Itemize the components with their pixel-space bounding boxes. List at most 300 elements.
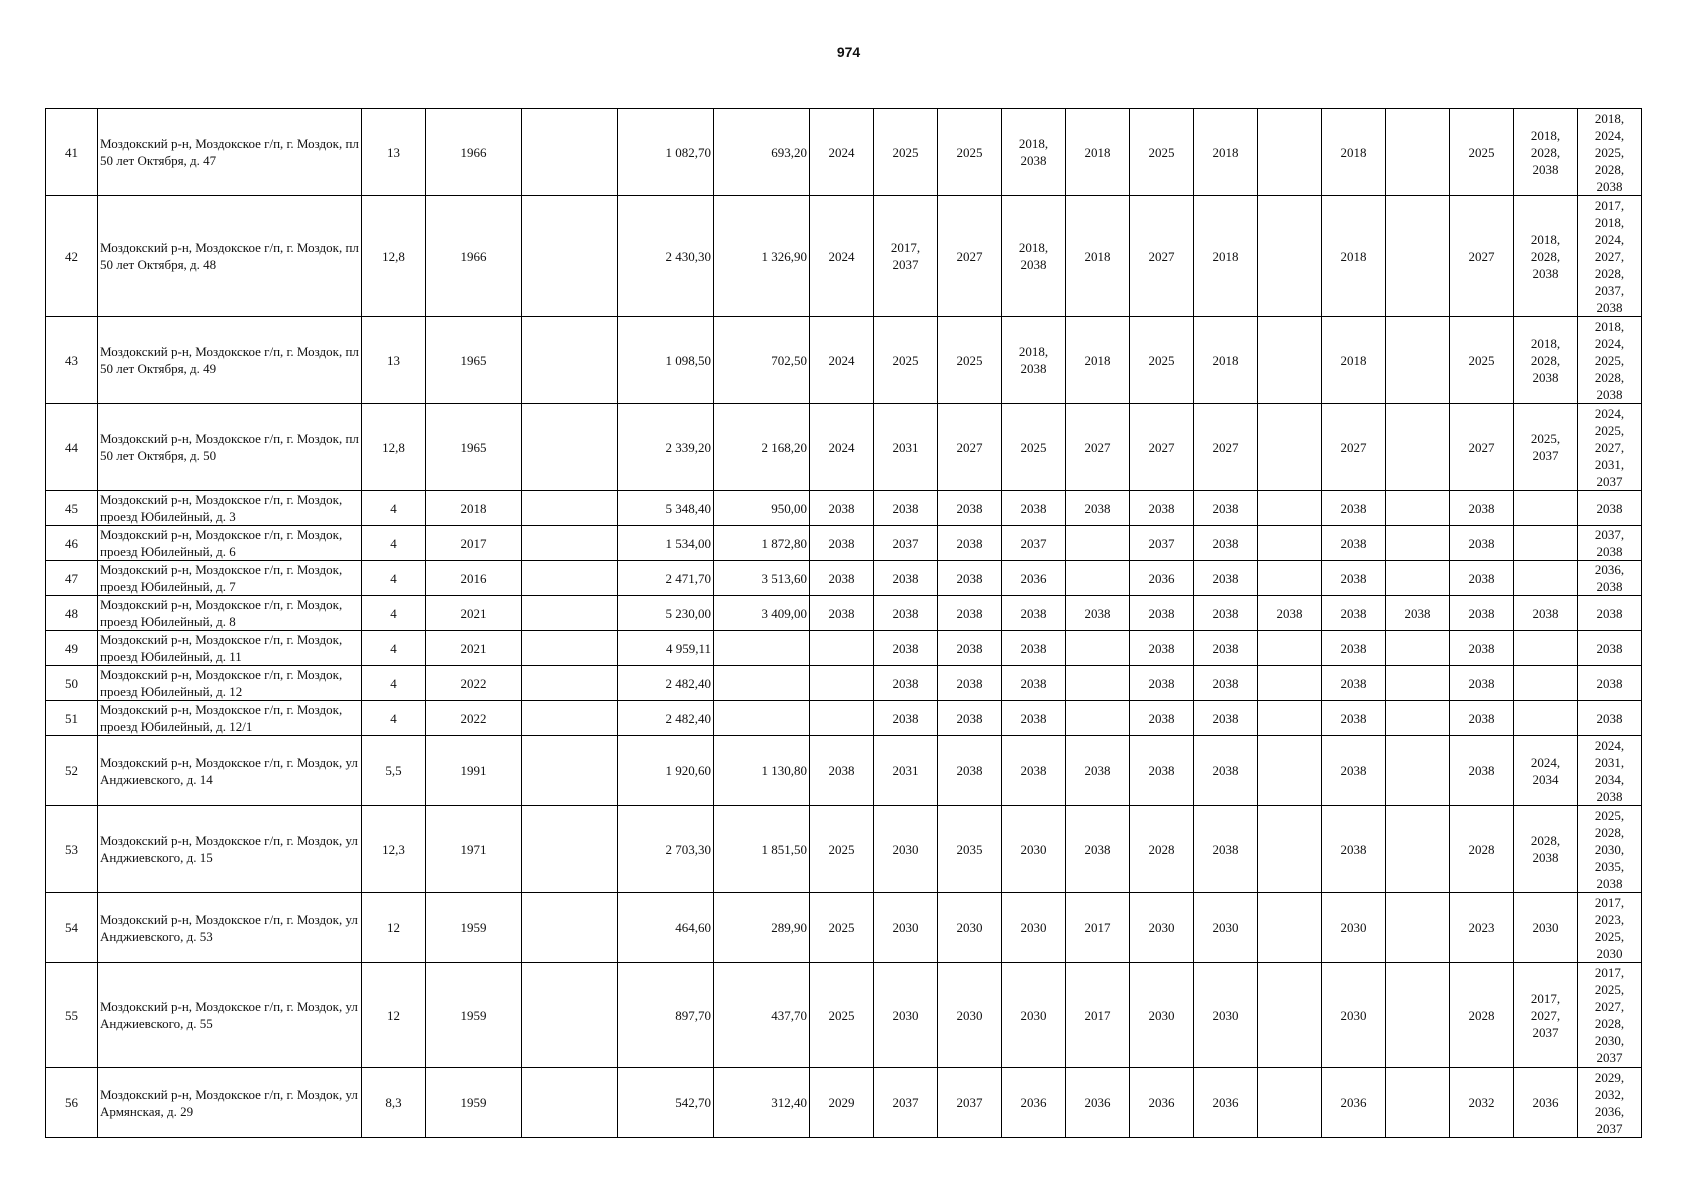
work-year-cell: 2025: [874, 109, 938, 196]
table-row: [46, 631, 1642, 666]
work-year-cell: 2038: [1322, 596, 1386, 631]
row-number-cell: 56: [46, 1068, 98, 1138]
empty-cell: [522, 736, 618, 806]
area-cell: 4 959,11: [618, 631, 714, 666]
work-year-cell: 2025: [810, 806, 874, 893]
work-year-cell: 2017: [1066, 963, 1130, 1068]
work-year-cell: 2038: [1130, 596, 1194, 631]
work-year-cell: 2038: [1322, 736, 1386, 806]
work-year-cell: 2018: [1194, 109, 1258, 196]
work-year-cell: 2027: [938, 404, 1002, 491]
work-year-cell: 2038: [1450, 596, 1514, 631]
work-year-cell: 2025: [1450, 109, 1514, 196]
address-cell: Моздокский р-н, Моздокское г/п, г. Моздок, пл 50 лет Октября, д. 48: [98, 196, 362, 317]
work-year-cell: 2029: [810, 1068, 874, 1138]
work-year-cell: 2018: [1322, 196, 1386, 317]
work-year-cell: [1386, 963, 1450, 1068]
work-year-cell: 2018: [1066, 109, 1130, 196]
area-cell: 464,60: [618, 893, 714, 963]
work-year-cell: [1258, 893, 1322, 963]
work-year-cell: 2038: [1002, 666, 1066, 701]
work-year-cell: 2031: [874, 404, 938, 491]
work-year-cell: 2030: [874, 893, 938, 963]
work-year-cell: 2025, 2028, 2030, 2035, 2038: [1578, 806, 1642, 893]
work-year-cell: 2038: [1450, 736, 1514, 806]
work-year-cell: 2038: [938, 596, 1002, 631]
work-year-cell: 2038: [1066, 736, 1130, 806]
empty-cell: [522, 701, 618, 736]
year-built-cell: 2016: [426, 561, 522, 596]
work-year-cell: [1258, 561, 1322, 596]
work-year-cell: 2030: [1130, 963, 1194, 1068]
work-year-cell: 2036: [1066, 1068, 1130, 1138]
work-year-cell: 2024, 2025, 2027, 2031, 2037: [1578, 404, 1642, 491]
area-secondary-cell: 2 168,20: [714, 404, 810, 491]
address-cell: Моздокский р-н, Моздокское г/п, г. Моздок, ул Анджиевского, д. 55: [98, 963, 362, 1068]
work-year-cell: 2035: [938, 806, 1002, 893]
work-year-cell: 2018, 2024, 2025, 2028, 2038: [1578, 317, 1642, 404]
table-row: [46, 196, 1642, 317]
area-secondary-cell: 693,20: [714, 109, 810, 196]
work-year-cell: 2036: [1194, 1068, 1258, 1138]
work-year-cell: 2038: [1322, 701, 1386, 736]
area-secondary-cell: 702,50: [714, 317, 810, 404]
table-row: [46, 963, 1642, 1068]
work-year-cell: 2025: [1450, 317, 1514, 404]
area-cell: 1 082,70: [618, 109, 714, 196]
work-year-cell: 2038: [1578, 701, 1642, 736]
work-year-cell: 2038: [1066, 806, 1130, 893]
work-year-cell: 2028: [1450, 963, 1514, 1068]
year-built-cell: 1965: [426, 317, 522, 404]
floors-cell: 4: [362, 701, 426, 736]
work-year-cell: [810, 701, 874, 736]
work-year-cell: 2038: [1322, 526, 1386, 561]
work-year-cell: 2036: [1002, 561, 1066, 596]
table-row: [46, 109, 1642, 196]
work-year-cell: 2038: [938, 631, 1002, 666]
work-year-cell: 2030: [1322, 893, 1386, 963]
work-year-cell: 2038: [1578, 596, 1642, 631]
empty-cell: [522, 666, 618, 701]
work-year-cell: 2025: [938, 109, 1002, 196]
work-year-cell: 2030: [1194, 893, 1258, 963]
work-year-cell: 2037: [1130, 526, 1194, 561]
table-row: [46, 893, 1642, 963]
work-year-cell: [1258, 109, 1322, 196]
work-year-cell: 2030: [1002, 963, 1066, 1068]
work-year-cell: [1066, 631, 1130, 666]
work-year-cell: 2017, 2025, 2027, 2028, 2030, 2037: [1578, 963, 1642, 1068]
work-year-cell: 2038: [1002, 491, 1066, 526]
work-year-cell: 2038: [810, 561, 874, 596]
work-year-cell: [1258, 736, 1322, 806]
table-row: [46, 701, 1642, 736]
address-cell: Моздокский р-н, Моздокское г/п, г. Моздок, проезд Юбилейный, д. 3: [98, 491, 362, 526]
row-number-cell: 44: [46, 404, 98, 491]
area-cell: 542,70: [618, 1068, 714, 1138]
table-row: [46, 806, 1642, 893]
work-year-cell: 2027: [1450, 404, 1514, 491]
work-year-cell: 2024: [810, 317, 874, 404]
work-year-cell: 2030: [1002, 806, 1066, 893]
row-number-cell: 48: [46, 596, 98, 631]
work-year-cell: [1258, 196, 1322, 317]
address-cell: Моздокский р-н, Моздокское г/п, г. Моздок, пл 50 лет Октября, д. 49: [98, 317, 362, 404]
work-year-cell: [810, 666, 874, 701]
work-year-cell: 2038: [1578, 631, 1642, 666]
work-year-cell: [1258, 701, 1322, 736]
work-year-cell: 2038: [810, 526, 874, 561]
work-year-cell: [1514, 526, 1578, 561]
work-year-cell: 2038: [1002, 701, 1066, 736]
work-year-cell: [1514, 561, 1578, 596]
area-cell: 1 920,60: [618, 736, 714, 806]
work-year-cell: 2030: [1322, 963, 1386, 1068]
work-year-cell: [1386, 404, 1450, 491]
table-row: [46, 736, 1642, 806]
area-cell: 2 482,40: [618, 701, 714, 736]
area-cell: 1 534,00: [618, 526, 714, 561]
work-year-cell: 2038: [1194, 631, 1258, 666]
work-year-cell: 2017, 2037: [874, 196, 938, 317]
work-year-cell: 2038: [938, 526, 1002, 561]
floors-cell: 12: [362, 893, 426, 963]
area-secondary-cell: 1 872,80: [714, 526, 810, 561]
empty-cell: [522, 491, 618, 526]
area-cell: 5 230,00: [618, 596, 714, 631]
address-cell: Моздокский р-н, Моздокское г/п, г. Моздок, проезд Юбилейный, д. 11: [98, 631, 362, 666]
row-number-cell: 41: [46, 109, 98, 196]
year-built-cell: 1966: [426, 109, 522, 196]
work-year-cell: 2038: [1130, 701, 1194, 736]
work-year-cell: 2038: [874, 666, 938, 701]
work-year-cell: 2025: [1130, 109, 1194, 196]
work-year-cell: 2038: [1002, 631, 1066, 666]
empty-cell: [522, 561, 618, 596]
empty-cell: [522, 806, 618, 893]
work-year-cell: 2037: [874, 1068, 938, 1138]
empty-cell: [522, 196, 618, 317]
work-year-cell: 2027: [938, 196, 1002, 317]
address-cell: Моздокский р-н, Моздокское г/п, г. Моздок, пл 50 лет Октября, д. 47: [98, 109, 362, 196]
table-row: [46, 1068, 1642, 1138]
work-year-cell: 2038: [1514, 596, 1578, 631]
floors-cell: 13: [362, 109, 426, 196]
floors-cell: 4: [362, 631, 426, 666]
work-year-cell: 2018: [1066, 317, 1130, 404]
work-year-cell: 2025, 2037: [1514, 404, 1578, 491]
work-year-cell: 2018, 2028, 2038: [1514, 109, 1578, 196]
empty-cell: [522, 317, 618, 404]
work-year-cell: 2038: [1322, 561, 1386, 596]
address-cell: Моздокский р-н, Моздокское г/п, г. Моздок, проезд Юбилейный, д. 8: [98, 596, 362, 631]
floors-cell: 4: [362, 526, 426, 561]
work-year-cell: 2027: [1322, 404, 1386, 491]
address-cell: Моздокский р-н, Моздокское г/п, г. Моздок, проезд Юбилейный, д. 6: [98, 526, 362, 561]
row-number-cell: 43: [46, 317, 98, 404]
work-year-cell: 2032: [1450, 1068, 1514, 1138]
work-year-cell: 2037, 2038: [1578, 526, 1642, 561]
work-year-cell: 2028: [1130, 806, 1194, 893]
work-year-cell: [1258, 526, 1322, 561]
area-secondary-cell: [714, 631, 810, 666]
row-number-cell: 52: [46, 736, 98, 806]
work-year-cell: [1386, 526, 1450, 561]
work-year-cell: 2018: [1322, 317, 1386, 404]
work-year-cell: 2038: [1194, 561, 1258, 596]
address-cell: Моздокский р-н, Моздокское г/п, г. Моздок, ул Армянская, д. 29: [98, 1068, 362, 1138]
table-row: [46, 317, 1642, 404]
work-year-cell: 2018: [1322, 109, 1386, 196]
work-year-cell: 2038: [938, 701, 1002, 736]
work-year-cell: 2029, 2032, 2036, 2037: [1578, 1068, 1642, 1138]
empty-cell: [522, 526, 618, 561]
work-year-cell: 2018: [1194, 317, 1258, 404]
work-year-cell: 2038: [1322, 491, 1386, 526]
empty-cell: [522, 893, 618, 963]
area-secondary-cell: 950,00: [714, 491, 810, 526]
work-year-cell: 2038: [938, 736, 1002, 806]
row-number-cell: 42: [46, 196, 98, 317]
work-year-cell: 2025: [810, 963, 874, 1068]
floors-cell: 12,8: [362, 196, 426, 317]
area-cell: 5 348,40: [618, 491, 714, 526]
work-year-cell: [1386, 701, 1450, 736]
work-year-cell: [1514, 666, 1578, 701]
year-built-cell: 2022: [426, 666, 522, 701]
work-year-cell: 2027: [1450, 196, 1514, 317]
work-year-cell: 2037: [874, 526, 938, 561]
area-cell: 2 471,70: [618, 561, 714, 596]
work-year-cell: [1514, 491, 1578, 526]
work-year-cell: 2030: [1514, 893, 1578, 963]
work-year-cell: 2025: [874, 317, 938, 404]
work-year-cell: 2038: [1578, 491, 1642, 526]
work-year-cell: 2038: [1450, 701, 1514, 736]
table-row: [46, 526, 1642, 561]
area-secondary-cell: [714, 666, 810, 701]
empty-cell: [522, 1068, 618, 1138]
work-year-cell: 2036: [1002, 1068, 1066, 1138]
work-year-cell: 2018, 2028, 2038: [1514, 196, 1578, 317]
work-year-cell: 2017, 2027, 2037: [1514, 963, 1578, 1068]
work-year-cell: [1066, 561, 1130, 596]
work-year-cell: [810, 631, 874, 666]
work-year-cell: 2038: [1450, 491, 1514, 526]
work-year-cell: 2038: [1194, 806, 1258, 893]
area-secondary-cell: 3 409,00: [714, 596, 810, 631]
work-year-cell: 2018, 2024, 2025, 2028, 2038: [1578, 109, 1642, 196]
work-year-cell: 2038: [1450, 561, 1514, 596]
work-year-cell: 2038: [1194, 736, 1258, 806]
work-year-cell: 2018, 2038: [1002, 317, 1066, 404]
area-secondary-cell: 1 130,80: [714, 736, 810, 806]
floors-cell: 12,3: [362, 806, 426, 893]
work-year-cell: 2038: [1130, 736, 1194, 806]
work-year-cell: 2030: [874, 806, 938, 893]
work-year-cell: [1258, 491, 1322, 526]
empty-cell: [522, 963, 618, 1068]
work-year-cell: 2018, 2028, 2038: [1514, 317, 1578, 404]
work-year-cell: 2038: [1002, 596, 1066, 631]
area-secondary-cell: 3 513,60: [714, 561, 810, 596]
work-year-cell: 2038: [874, 631, 938, 666]
work-year-cell: 2038: [1002, 736, 1066, 806]
work-year-cell: 2038: [1066, 491, 1130, 526]
work-year-cell: 2025: [1130, 317, 1194, 404]
work-year-cell: 2025: [810, 893, 874, 963]
work-year-cell: 2038: [1450, 631, 1514, 666]
work-year-cell: [1386, 561, 1450, 596]
work-year-cell: 2028: [1450, 806, 1514, 893]
work-year-cell: 2018, 2038: [1002, 109, 1066, 196]
year-built-cell: 2021: [426, 596, 522, 631]
row-number-cell: 53: [46, 806, 98, 893]
year-built-cell: 1959: [426, 1068, 522, 1138]
work-year-cell: 2038: [1130, 491, 1194, 526]
area-cell: 2 703,30: [618, 806, 714, 893]
work-year-cell: [1386, 317, 1450, 404]
work-year-cell: [1386, 893, 1450, 963]
floors-cell: 12,8: [362, 404, 426, 491]
floors-cell: 8,3: [362, 1068, 426, 1138]
work-year-cell: 2038: [1450, 526, 1514, 561]
work-year-cell: [1514, 631, 1578, 666]
year-built-cell: 1965: [426, 404, 522, 491]
work-year-cell: 2024, 2031, 2034, 2038: [1578, 736, 1642, 806]
work-year-cell: 2038: [874, 596, 938, 631]
work-year-cell: 2037: [1002, 526, 1066, 561]
work-year-cell: 2038: [1194, 701, 1258, 736]
address-cell: Моздокский р-н, Моздокское г/п, г. Моздок, проезд Юбилейный, д. 7: [98, 561, 362, 596]
work-year-cell: 2038: [1322, 631, 1386, 666]
work-year-cell: 2038: [1386, 596, 1450, 631]
work-year-cell: 2038: [874, 701, 938, 736]
floors-cell: 12: [362, 963, 426, 1068]
empty-cell: [522, 596, 618, 631]
work-year-cell: 2036, 2038: [1578, 561, 1642, 596]
work-year-cell: 2036: [1514, 1068, 1578, 1138]
area-secondary-cell: 289,90: [714, 893, 810, 963]
work-year-cell: 2038: [938, 561, 1002, 596]
work-year-cell: 2024: [810, 404, 874, 491]
empty-cell: [522, 631, 618, 666]
work-year-cell: 2038: [1450, 666, 1514, 701]
work-year-cell: 2038: [1066, 596, 1130, 631]
work-year-cell: 2038: [1258, 596, 1322, 631]
work-year-cell: 2036: [1130, 561, 1194, 596]
work-year-cell: 2017, 2023, 2025, 2030: [1578, 893, 1642, 963]
row-number-cell: 55: [46, 963, 98, 1068]
floors-cell: 4: [362, 561, 426, 596]
work-year-cell: [1386, 196, 1450, 317]
table-body: [46, 109, 1642, 1138]
work-year-cell: [1066, 701, 1130, 736]
work-year-cell: 2028, 2038: [1514, 806, 1578, 893]
area-secondary-cell: 1 326,90: [714, 196, 810, 317]
year-built-cell: 1966: [426, 196, 522, 317]
work-year-cell: [1258, 1068, 1322, 1138]
area-cell: 2 482,40: [618, 666, 714, 701]
address-cell: Моздокский р-н, Моздокское г/п, г. Моздок, пл 50 лет Октября, д. 50: [98, 404, 362, 491]
work-year-cell: [1258, 666, 1322, 701]
floors-cell: 13: [362, 317, 426, 404]
work-year-cell: 2037: [938, 1068, 1002, 1138]
row-number-cell: 47: [46, 561, 98, 596]
table-row: [46, 404, 1642, 491]
work-year-cell: 2024, 2034: [1514, 736, 1578, 806]
address-cell: Моздокский р-н, Моздокское г/п, г. Моздок, ул Анджиевского, д. 15: [98, 806, 362, 893]
work-year-cell: 2038: [938, 666, 1002, 701]
work-year-cell: 2030: [1002, 893, 1066, 963]
work-year-cell: 2027: [1130, 196, 1194, 317]
year-built-cell: 1959: [426, 963, 522, 1068]
work-year-cell: 2025: [938, 317, 1002, 404]
year-built-cell: 1971: [426, 806, 522, 893]
row-number-cell: 46: [46, 526, 98, 561]
area-cell: 1 098,50: [618, 317, 714, 404]
work-year-cell: 2024: [810, 109, 874, 196]
work-year-cell: [1066, 526, 1130, 561]
work-year-cell: 2027: [1194, 404, 1258, 491]
work-year-cell: 2024: [810, 196, 874, 317]
work-year-cell: 2038: [1322, 806, 1386, 893]
row-number-cell: 45: [46, 491, 98, 526]
work-year-cell: [1258, 317, 1322, 404]
page-number: 974: [836, 44, 861, 60]
table-row: [46, 561, 1642, 596]
work-year-cell: [1386, 806, 1450, 893]
table-row: [46, 666, 1642, 701]
work-year-cell: 2018: [1066, 196, 1130, 317]
work-year-cell: [1258, 806, 1322, 893]
work-year-cell: 2038: [874, 491, 938, 526]
area-secondary-cell: 437,70: [714, 963, 810, 1068]
work-year-cell: 2023: [1450, 893, 1514, 963]
floors-cell: 4: [362, 596, 426, 631]
work-year-cell: 2030: [1194, 963, 1258, 1068]
work-year-cell: 2025: [1002, 404, 1066, 491]
work-year-cell: [1386, 631, 1450, 666]
address-cell: Моздокский р-н, Моздокское г/п, г. Моздок, ул Анджиевского, д. 53: [98, 893, 362, 963]
area-cell: 2 430,30: [618, 196, 714, 317]
work-year-cell: [1258, 963, 1322, 1068]
work-year-cell: [1514, 701, 1578, 736]
work-year-cell: 2027: [1130, 404, 1194, 491]
work-year-cell: 2036: [1322, 1068, 1386, 1138]
floors-cell: 4: [362, 491, 426, 526]
work-year-cell: 2038: [1194, 491, 1258, 526]
table-row: [46, 491, 1642, 526]
work-year-cell: 2038: [810, 491, 874, 526]
housing-register-table: [45, 108, 1642, 1138]
empty-cell: [522, 109, 618, 196]
work-year-cell: 2017: [1066, 893, 1130, 963]
work-year-cell: 2038: [1130, 631, 1194, 666]
work-year-cell: 2038: [1578, 666, 1642, 701]
work-year-cell: [1386, 666, 1450, 701]
work-year-cell: 2038: [810, 736, 874, 806]
row-number-cell: 49: [46, 631, 98, 666]
work-year-cell: 2038: [1194, 526, 1258, 561]
work-year-cell: 2038: [1194, 596, 1258, 631]
year-built-cell: 2017: [426, 526, 522, 561]
year-built-cell: 2021: [426, 631, 522, 666]
area-cell: 897,70: [618, 963, 714, 1068]
work-year-cell: [1386, 736, 1450, 806]
area-secondary-cell: 312,40: [714, 1068, 810, 1138]
